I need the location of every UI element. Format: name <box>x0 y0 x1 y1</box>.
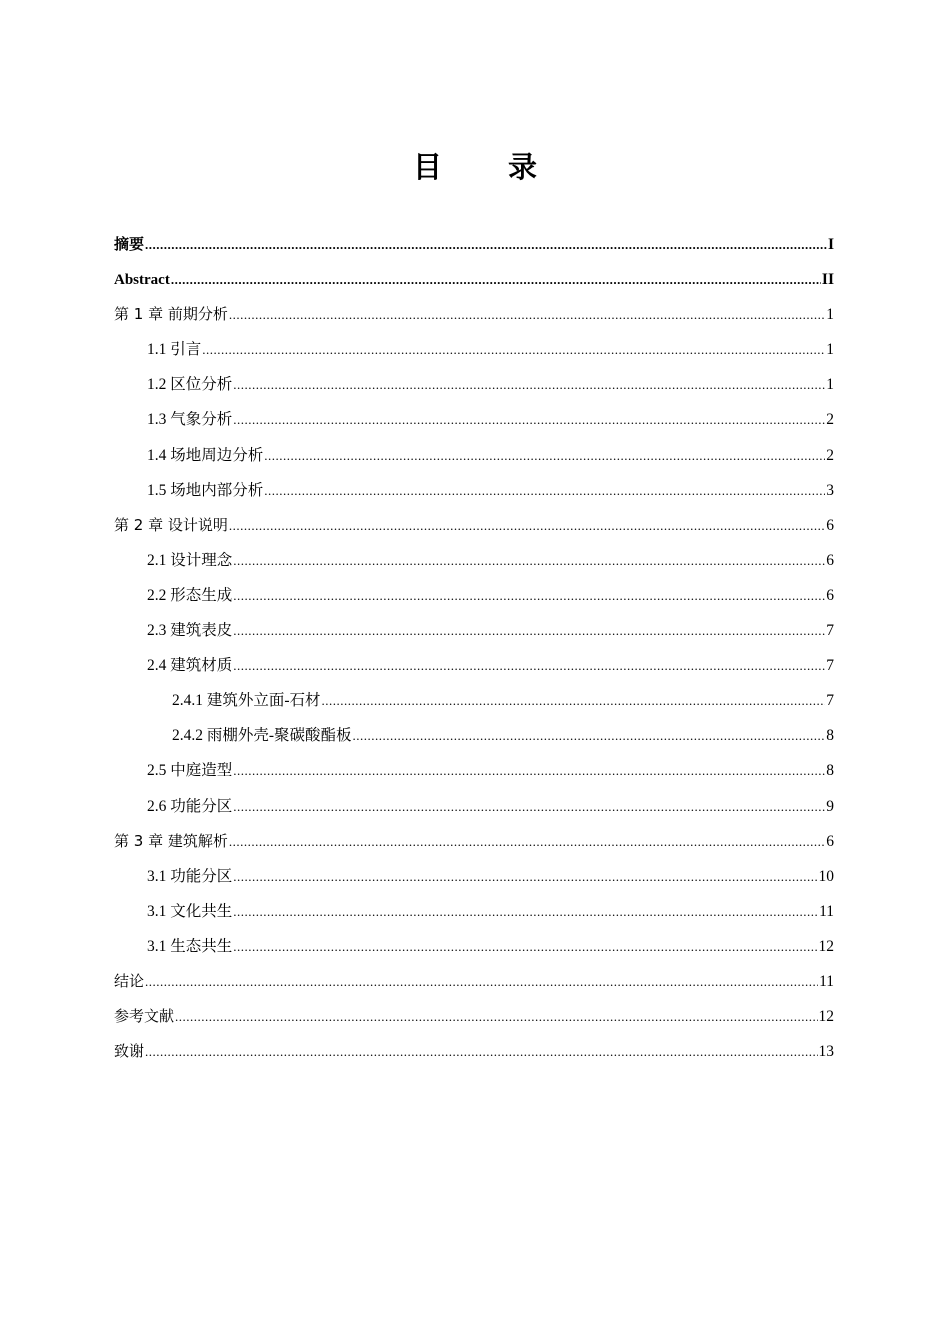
toc-entry-title: 第 3 章 建筑解析 <box>114 831 228 850</box>
toc-entry[interactable] <box>114 718 834 753</box>
dot-leader <box>229 297 825 332</box>
toc-entry-page-number: 6 <box>826 551 834 569</box>
dot-leader <box>202 332 825 367</box>
dot-leader <box>145 964 818 999</box>
toc-entry[interactable] <box>114 438 834 473</box>
dot-leader <box>233 859 817 894</box>
dot-leader <box>229 824 825 859</box>
toc-entry-page-number: 10 <box>818 867 834 885</box>
dot-leader <box>264 473 825 508</box>
table-of-contents <box>114 227 834 1069</box>
toc-entry[interactable] <box>114 648 834 683</box>
toc-entry-page-number: 2 <box>826 446 834 464</box>
dot-leader <box>233 929 817 964</box>
toc-entry[interactable] <box>114 227 834 262</box>
dot-leader <box>233 367 825 402</box>
dot-leader <box>233 789 825 824</box>
toc-entry-title: 3.1 文化共生 <box>147 902 233 920</box>
dot-leader <box>233 578 825 613</box>
toc-entry-title: 2.1 设计理念 <box>147 551 233 569</box>
toc-entry[interactable] <box>114 508 834 543</box>
toc-entry[interactable] <box>114 859 834 894</box>
toc-entry-page-number: 9 <box>826 797 834 815</box>
toc-entry-page-number: 6 <box>826 516 834 534</box>
toc-entry[interactable] <box>114 929 834 964</box>
toc-entry[interactable] <box>114 683 834 718</box>
toc-entry[interactable] <box>114 753 834 788</box>
toc-entry-title: 第 1 章 前期分析 <box>114 305 228 324</box>
dot-leader <box>175 999 817 1034</box>
toc-entry-page-number: 11 <box>819 972 834 990</box>
toc-entry-title: 2.6 功能分区 <box>147 797 233 815</box>
dot-leader <box>353 718 826 753</box>
toc-entry[interactable] <box>114 999 834 1034</box>
dot-leader <box>233 402 825 437</box>
toc-entry-page-number: II <box>821 271 834 289</box>
toc-entry-page-number: 1 <box>826 306 834 324</box>
toc-entry-page-number: 7 <box>826 622 834 640</box>
dot-leader <box>233 894 818 929</box>
toc-entry[interactable] <box>114 297 834 332</box>
toc-entry[interactable] <box>114 473 834 508</box>
toc-entry-page-number: 12 <box>818 937 834 955</box>
toc-entry[interactable] <box>114 824 834 859</box>
toc-entry-title: 结论 <box>114 971 145 990</box>
toc-entry-page-number: 3 <box>826 481 834 499</box>
toc-entry-page-number: 11 <box>819 902 834 920</box>
toc-entry[interactable] <box>114 543 834 578</box>
toc-entry-title: 2.4.1 建筑外立面-石材 <box>172 692 321 710</box>
toc-entry-title: 2.5 中庭造型 <box>147 762 233 780</box>
toc-entry[interactable] <box>114 964 834 999</box>
toc-entry-title: 2.2 形态生成 <box>147 586 233 604</box>
toc-entry-page-number: 1 <box>826 341 834 359</box>
dot-leader <box>145 1034 817 1069</box>
toc-entry-title: 参考文献 <box>114 1007 175 1026</box>
toc-entry-title: 2.3 建筑表皮 <box>147 622 233 640</box>
dot-leader <box>233 543 825 578</box>
toc-entry[interactable] <box>114 332 834 367</box>
toc-entry-page-number: 8 <box>826 762 834 780</box>
dot-leader <box>264 438 825 473</box>
page-title: 目 录 <box>412 150 566 184</box>
toc-entry-title: 摘要 <box>114 237 145 253</box>
toc-entry-page-number: 6 <box>826 586 834 604</box>
dot-leader <box>233 648 825 683</box>
toc-entry-title: 致谢 <box>114 1042 145 1061</box>
toc-entry-title: 3.1 生态共生 <box>147 937 233 955</box>
toc-entry-page-number: 8 <box>826 727 834 745</box>
toc-entry[interactable] <box>114 578 834 613</box>
dot-leader <box>322 683 826 718</box>
toc-entry-page-number: 1 <box>826 376 834 394</box>
toc-entry-title: 1.2 区位分析 <box>147 376 233 394</box>
toc-entry-page-number: I <box>827 236 834 253</box>
toc-entry-page-number: 12 <box>818 1008 834 1026</box>
toc-entry[interactable] <box>114 894 834 929</box>
dot-leader <box>233 753 825 788</box>
toc-entry[interactable] <box>114 367 834 402</box>
toc-entry-title: Abstract <box>114 272 170 289</box>
toc-entry-page-number: 7 <box>826 692 834 710</box>
toc-entry-title: 1.4 场地周边分析 <box>147 446 264 464</box>
toc-entry-title: 2.4.2 雨棚外壳-聚碳酸酯板 <box>172 727 352 745</box>
dot-leader <box>233 613 825 648</box>
toc-entry-page-number: 13 <box>818 1043 834 1061</box>
toc-entry[interactable] <box>114 613 834 648</box>
toc-entry[interactable] <box>114 402 834 437</box>
toc-entry-page-number: 2 <box>826 411 834 429</box>
dot-leader <box>229 508 825 543</box>
toc-entry[interactable] <box>114 789 834 824</box>
toc-entry-page-number: 7 <box>826 657 834 675</box>
toc-entry-title: 1.5 场地内部分析 <box>147 481 264 499</box>
toc-entry-title: 1.3 气象分析 <box>147 411 233 429</box>
dot-leader <box>145 227 827 262</box>
toc-entry-title: 第 2 章 设计说明 <box>114 515 228 534</box>
toc-entry-title: 3.1 功能分区 <box>147 867 233 885</box>
toc-entry-page-number: 6 <box>826 832 834 850</box>
toc-entry-title: 2.4 建筑材质 <box>147 657 233 675</box>
toc-entry[interactable] <box>114 262 834 297</box>
toc-entry-title: 1.1 引言 <box>147 341 202 359</box>
toc-entry[interactable] <box>114 1034 834 1069</box>
dot-leader <box>171 262 821 297</box>
